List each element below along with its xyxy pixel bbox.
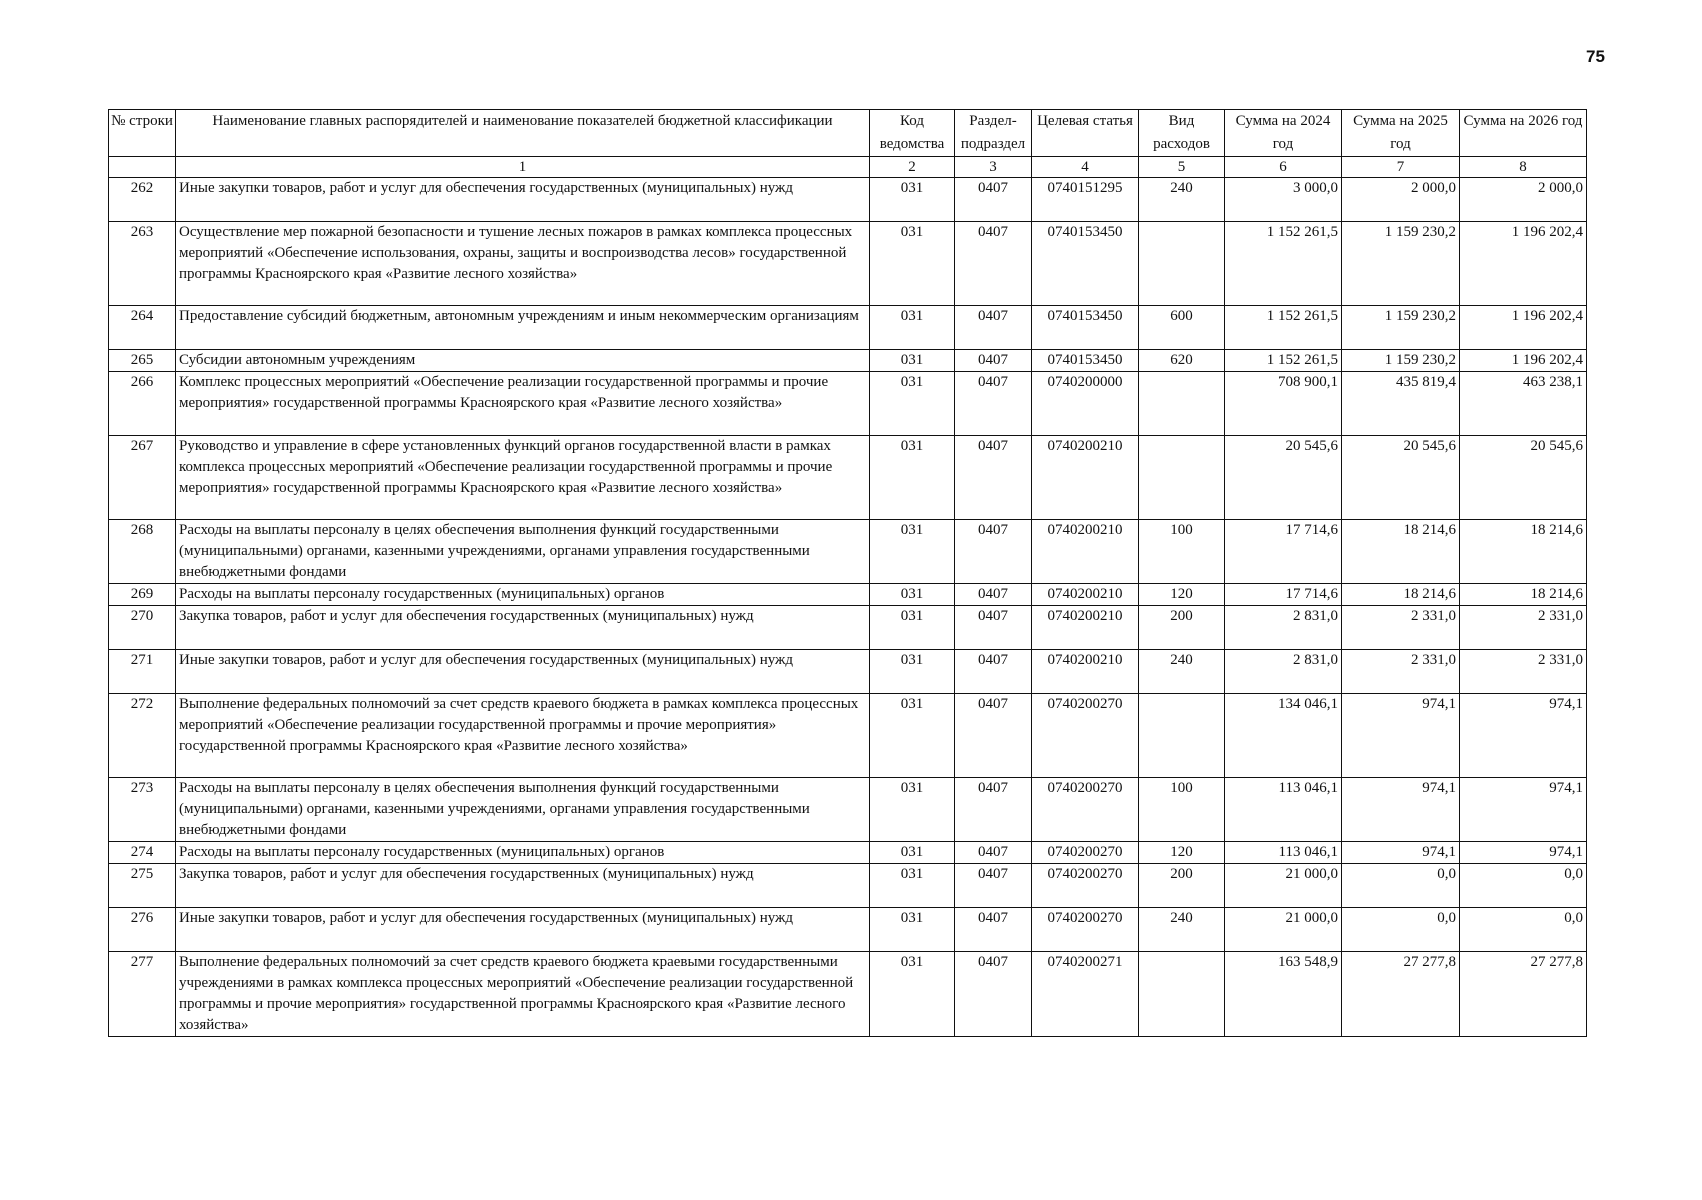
department-code: 031: [870, 778, 955, 842]
row-name: Расходы на выплаты персоналу государственных (муниципальных) органов: [176, 584, 870, 606]
column-number: 6: [1225, 157, 1342, 178]
row-name: Осуществление мер пожарной безопасности и тушение лесных пожаров в рамках комплекса процессных мероприятий «Обеспечение использования, охраны, защиты и воспроизводства лесов» государственной программы Красноярского края «Развитие лесного хозяйства»: [176, 222, 870, 306]
department-code: 031: [870, 350, 955, 372]
sum-2026: 974,1: [1460, 694, 1587, 778]
sum-2026: 1 196 202,4: [1460, 306, 1587, 350]
expense-type: 620: [1139, 350, 1225, 372]
row-name: Закупка товаров, работ и услуг для обеспечения государственных (муниципальных) нужд: [176, 606, 870, 650]
expense-type: 240: [1139, 908, 1225, 952]
department-code: 031: [870, 436, 955, 520]
sum-2024: 1 152 261,5: [1225, 222, 1342, 306]
sum-2026: 974,1: [1460, 842, 1587, 864]
sum-2025: 2 331,0: [1342, 606, 1460, 650]
table-row: [109, 520, 1587, 584]
expense-type: 100: [1139, 778, 1225, 842]
header-target-article: Целевая статья: [1032, 110, 1139, 157]
section-code: 0407: [955, 650, 1032, 694]
department-code: 031: [870, 650, 955, 694]
target-article: 0740200210: [1032, 606, 1139, 650]
header-expense-type: Вид расходов: [1139, 110, 1225, 157]
table-row: [109, 842, 1587, 864]
row-name: Комплекс процессных мероприятий «Обеспечение реализации государственной программы и прочие мероприятия» государственной программы Красноярского края «Развитие лесного хозяйства»: [176, 372, 870, 436]
sum-2026: 0,0: [1460, 908, 1587, 952]
section-code: 0407: [955, 864, 1032, 908]
expense-type: [1139, 222, 1225, 306]
row-name: Иные закупки товаров, работ и услуг для обеспечения государственных (муниципальных) нужд: [176, 908, 870, 952]
department-code: 031: [870, 952, 955, 1037]
sum-2025: 974,1: [1342, 778, 1460, 842]
department-code: 031: [870, 178, 955, 222]
sum-2024: 2 831,0: [1225, 606, 1342, 650]
sum-2025: 1 159 230,2: [1342, 222, 1460, 306]
sum-2024: 1 152 261,5: [1225, 350, 1342, 372]
column-number: [109, 157, 176, 178]
department-code: 031: [870, 520, 955, 584]
row-name: Предоставление субсидий бюджетным, автономным учреждениям и иным некоммерческим организациям: [176, 306, 870, 350]
header-sum-2024: Сумма на 2024 год: [1225, 110, 1342, 157]
sum-2026: 1 196 202,4: [1460, 350, 1587, 372]
expense-type: [1139, 952, 1225, 1037]
sum-2026: 2 331,0: [1460, 606, 1587, 650]
sum-2026: 974,1: [1460, 778, 1587, 842]
row-name: Иные закупки товаров, работ и услуг для обеспечения государственных (муниципальных) нужд: [176, 650, 870, 694]
target-article: 0740200270: [1032, 842, 1139, 864]
section-code: 0407: [955, 372, 1032, 436]
expense-type: 100: [1139, 520, 1225, 584]
header-row-number: № строки: [109, 110, 176, 157]
sum-2024: 2 831,0: [1225, 650, 1342, 694]
section-code: 0407: [955, 842, 1032, 864]
department-code: 031: [870, 584, 955, 606]
row-number: 266: [109, 372, 176, 436]
section-code: 0407: [955, 222, 1032, 306]
target-article: 0740200000: [1032, 372, 1139, 436]
row-name: Расходы на выплаты персоналу государственных (муниципальных) органов: [176, 842, 870, 864]
department-code: 031: [870, 842, 955, 864]
department-code: 031: [870, 908, 955, 952]
target-article: 0740200271: [1032, 952, 1139, 1037]
row-name: Расходы на выплаты персоналу в целях обеспечения выполнения функций государственными (муниципальными) органами, казенными учреждениями, органами управления государственными внебюджетными фондами: [176, 778, 870, 842]
sum-2024: 1 152 261,5: [1225, 306, 1342, 350]
table-row: [109, 606, 1587, 650]
row-number: 274: [109, 842, 176, 864]
column-number: 2: [870, 157, 955, 178]
sum-2026: 20 545,6: [1460, 436, 1587, 520]
header-section: Раздел-подраздел: [955, 110, 1032, 157]
section-code: 0407: [955, 584, 1032, 606]
target-article: 0740153450: [1032, 306, 1139, 350]
expense-type: 200: [1139, 606, 1225, 650]
target-article: 0740200270: [1032, 778, 1139, 842]
sum-2025: 0,0: [1342, 908, 1460, 952]
column-number-row: [109, 157, 1587, 178]
sum-2025: 435 819,4: [1342, 372, 1460, 436]
target-article: 0740153450: [1032, 222, 1139, 306]
row-number: 273: [109, 778, 176, 842]
row-name: Закупка товаров, работ и услуг для обеспечения государственных (муниципальных) нужд: [176, 864, 870, 908]
table-row: [109, 952, 1587, 1037]
expense-type: [1139, 694, 1225, 778]
table-row: [109, 694, 1587, 778]
expense-type: [1139, 372, 1225, 436]
sum-2026: 463 238,1: [1460, 372, 1587, 436]
target-article: 0740200210: [1032, 584, 1139, 606]
expense-type: 600: [1139, 306, 1225, 350]
target-article: 0740153450: [1032, 350, 1139, 372]
sum-2025: 974,1: [1342, 694, 1460, 778]
expense-type: 120: [1139, 842, 1225, 864]
sum-2026: 1 196 202,4: [1460, 222, 1587, 306]
section-code: 0407: [955, 350, 1032, 372]
sum-2025: 18 214,6: [1342, 584, 1460, 606]
sum-2025: 27 277,8: [1342, 952, 1460, 1037]
section-code: 0407: [955, 436, 1032, 520]
header-name: Наименование главных распорядителей и наименование показателей бюджетной классификации: [176, 110, 870, 157]
row-name: Расходы на выплаты персоналу в целях обеспечения выполнения функций государственными (муниципальными) органами, казенными учреждениями, органами управления государственными внебюджетными фондами: [176, 520, 870, 584]
row-number: 264: [109, 306, 176, 350]
sum-2024: 17 714,6: [1225, 520, 1342, 584]
target-article: 0740200210: [1032, 436, 1139, 520]
sum-2026: 27 277,8: [1460, 952, 1587, 1037]
row-number: 270: [109, 606, 176, 650]
department-code: 031: [870, 606, 955, 650]
header-row: [109, 110, 1587, 157]
row-number: 277: [109, 952, 176, 1037]
table-body: [109, 178, 1587, 1037]
sum-2026: 18 214,6: [1460, 584, 1587, 606]
column-number: 7: [1342, 157, 1460, 178]
sum-2026: 2 000,0: [1460, 178, 1587, 222]
table-row: [109, 222, 1587, 306]
table-row: [109, 650, 1587, 694]
row-name: Руководство и управление в сфере установленных функций органов государственной власти в рамках комплекса процессных мероприятий «Обеспечение реализации государственной программы и прочие мероприятия» государственной программы Красноярского края «Развитие лесного хозяйства»: [176, 436, 870, 520]
sum-2025: 1 159 230,2: [1342, 306, 1460, 350]
sum-2024: 708 900,1: [1225, 372, 1342, 436]
column-number: 8: [1460, 157, 1587, 178]
row-number: 269: [109, 584, 176, 606]
row-name: Субсидии автономным учреждениям: [176, 350, 870, 372]
department-code: 031: [870, 372, 955, 436]
sum-2025: 0,0: [1342, 864, 1460, 908]
row-name: Выполнение федеральных полномочий за счет средств краевого бюджета в рамках комплекса процессных мероприятий «Обеспечение реализации государственной программы и прочие мероприятия» государственной программы Красноярского края «Развитие лесного хозяйства»: [176, 694, 870, 778]
department-code: 031: [870, 694, 955, 778]
budget-table: [108, 109, 1587, 1037]
sum-2024: 134 046,1: [1225, 694, 1342, 778]
sum-2026: 18 214,6: [1460, 520, 1587, 584]
sum-2026: 0,0: [1460, 864, 1587, 908]
column-number: 4: [1032, 157, 1139, 178]
table-row: [109, 306, 1587, 350]
target-article: 0740200270: [1032, 864, 1139, 908]
section-code: 0407: [955, 178, 1032, 222]
header-department-code: Код ведомства: [870, 110, 955, 157]
row-number: 272: [109, 694, 176, 778]
sum-2024: 3 000,0: [1225, 178, 1342, 222]
row-number: 276: [109, 908, 176, 952]
department-code: 031: [870, 222, 955, 306]
table-row: [109, 372, 1587, 436]
sum-2025: 18 214,6: [1342, 520, 1460, 584]
sum-2025: 20 545,6: [1342, 436, 1460, 520]
row-number: 275: [109, 864, 176, 908]
row-number: 271: [109, 650, 176, 694]
sum-2024: 163 548,9: [1225, 952, 1342, 1037]
header-sum-2025: Сумма на 2025 год: [1342, 110, 1460, 157]
target-article: 0740200270: [1032, 694, 1139, 778]
page-number: 75: [1586, 47, 1605, 66]
row-number: 262: [109, 178, 176, 222]
section-code: 0407: [955, 778, 1032, 842]
sum-2024: 17 714,6: [1225, 584, 1342, 606]
table-row: [109, 178, 1587, 222]
sum-2024: 21 000,0: [1225, 864, 1342, 908]
sum-2024: 21 000,0: [1225, 908, 1342, 952]
department-code: 031: [870, 864, 955, 908]
table-row: [109, 584, 1587, 606]
row-number: 263: [109, 222, 176, 306]
sum-2024: 113 046,1: [1225, 842, 1342, 864]
header-sum-2026: Сумма на 2026 год: [1460, 110, 1587, 157]
column-number: 3: [955, 157, 1032, 178]
table-row: [109, 908, 1587, 952]
section-code: 0407: [955, 694, 1032, 778]
row-number: 267: [109, 436, 176, 520]
target-article: 0740151295: [1032, 178, 1139, 222]
row-number: 265: [109, 350, 176, 372]
section-code: 0407: [955, 952, 1032, 1037]
expense-type: 120: [1139, 584, 1225, 606]
row-number: 268: [109, 520, 176, 584]
expense-type: 240: [1139, 178, 1225, 222]
target-article: 0740200210: [1032, 520, 1139, 584]
column-number: 1: [176, 157, 870, 178]
expense-type: 200: [1139, 864, 1225, 908]
section-code: 0407: [955, 520, 1032, 584]
sum-2026: 2 331,0: [1460, 650, 1587, 694]
department-code: 031: [870, 306, 955, 350]
table-row: [109, 778, 1587, 842]
sum-2024: 20 545,6: [1225, 436, 1342, 520]
row-name: Выполнение федеральных полномочий за счет средств краевого бюджета краевыми государственными учреждениями в рамках комплекса процессных мероприятий «Обеспечение реализации государственной программы и прочие мероприятия» государственной программы Красноярского края «Развитие лесного хозяйства»: [176, 952, 870, 1037]
sum-2025: 1 159 230,2: [1342, 350, 1460, 372]
table-row: [109, 436, 1587, 520]
sum-2025: 2 331,0: [1342, 650, 1460, 694]
target-article: 0740200210: [1032, 650, 1139, 694]
section-code: 0407: [955, 908, 1032, 952]
table-row: [109, 864, 1587, 908]
sum-2025: 974,1: [1342, 842, 1460, 864]
target-article: 0740200270: [1032, 908, 1139, 952]
section-code: 0407: [955, 606, 1032, 650]
section-code: 0407: [955, 306, 1032, 350]
expense-type: 240: [1139, 650, 1225, 694]
row-name: Иные закупки товаров, работ и услуг для обеспечения государственных (муниципальных) нужд: [176, 178, 870, 222]
table-row: [109, 350, 1587, 372]
sum-2025: 2 000,0: [1342, 178, 1460, 222]
sum-2024: 113 046,1: [1225, 778, 1342, 842]
expense-type: [1139, 436, 1225, 520]
column-number: 5: [1139, 157, 1225, 178]
